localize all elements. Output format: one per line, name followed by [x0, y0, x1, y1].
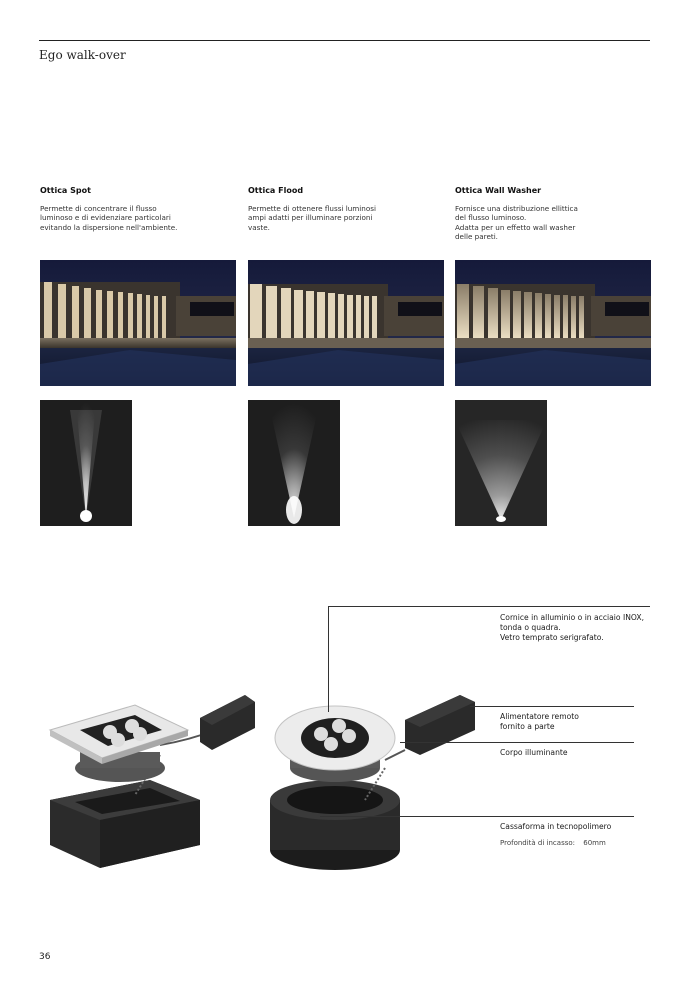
recess-depth	[500, 838, 611, 848]
text-line: vaste.	[248, 222, 270, 232]
text-line: Adatta per un effetto wall washer	[455, 222, 576, 232]
callout-power-supply	[500, 712, 579, 732]
round-fixture-image	[265, 690, 495, 880]
callout-frame	[500, 613, 644, 643]
page-number: 36	[39, 952, 51, 962]
leader-line	[320, 816, 634, 817]
column-wallwasher	[455, 186, 635, 242]
column-description	[455, 204, 635, 242]
beam-spot-image	[40, 400, 132, 526]
beam-wallwasher-image	[455, 400, 547, 526]
text-line: Permette di concentrare il flusso	[40, 204, 157, 213]
text-line: Vetro temprato serigrafato.	[500, 633, 604, 642]
text-line: Cornice in alluminio o in acciaio INOX,	[500, 613, 644, 622]
night-scene-image	[248, 260, 444, 386]
recess-depth-value: 60mm	[583, 839, 606, 847]
callout-housing	[500, 822, 611, 848]
leader-line	[328, 606, 650, 607]
text-line: ampi adatti per illuminare porzioni	[248, 213, 373, 223]
leader-line	[470, 706, 634, 707]
leader-line	[328, 606, 329, 712]
text-line: Fornisce una distribuzione ellittica	[455, 204, 578, 213]
text-line: delle pareti.	[455, 232, 498, 242]
text-line: Permette di ottenere flussi luminosi	[248, 204, 376, 213]
column-flood	[248, 186, 428, 232]
column-heading: Ottica Spot	[40, 186, 91, 195]
top-rule	[39, 40, 650, 41]
column-heading: Ottica Flood	[248, 186, 304, 195]
text-line: evitando la dispersione nell'ambiente.	[40, 222, 178, 232]
page-title: Ego walk-over	[39, 48, 126, 62]
column-description	[248, 204, 428, 232]
text-line: Alimentatore remoto	[500, 712, 579, 721]
column-description	[40, 204, 220, 232]
leader-line	[400, 742, 634, 743]
text-line: Cassaforma in tecnopolimero	[500, 822, 612, 831]
text-line: fornito a parte	[500, 722, 555, 731]
text-line: tonda o quadra.	[500, 623, 561, 632]
callout-body	[500, 748, 568, 758]
text-line: Corpo illuminante	[500, 748, 568, 757]
night-scene-image	[455, 260, 651, 386]
beam-flood-image	[248, 400, 340, 526]
column-spot	[40, 186, 220, 232]
square-fixture-image	[40, 690, 280, 880]
night-scene-image	[40, 260, 236, 386]
text-line: luminoso e di evidenziare particolari	[40, 213, 171, 223]
text-line: del flusso luminoso.	[455, 213, 527, 223]
column-heading: Ottica Wall Washer	[455, 186, 542, 195]
recess-depth-label: Profondità di incasso:	[500, 839, 576, 847]
